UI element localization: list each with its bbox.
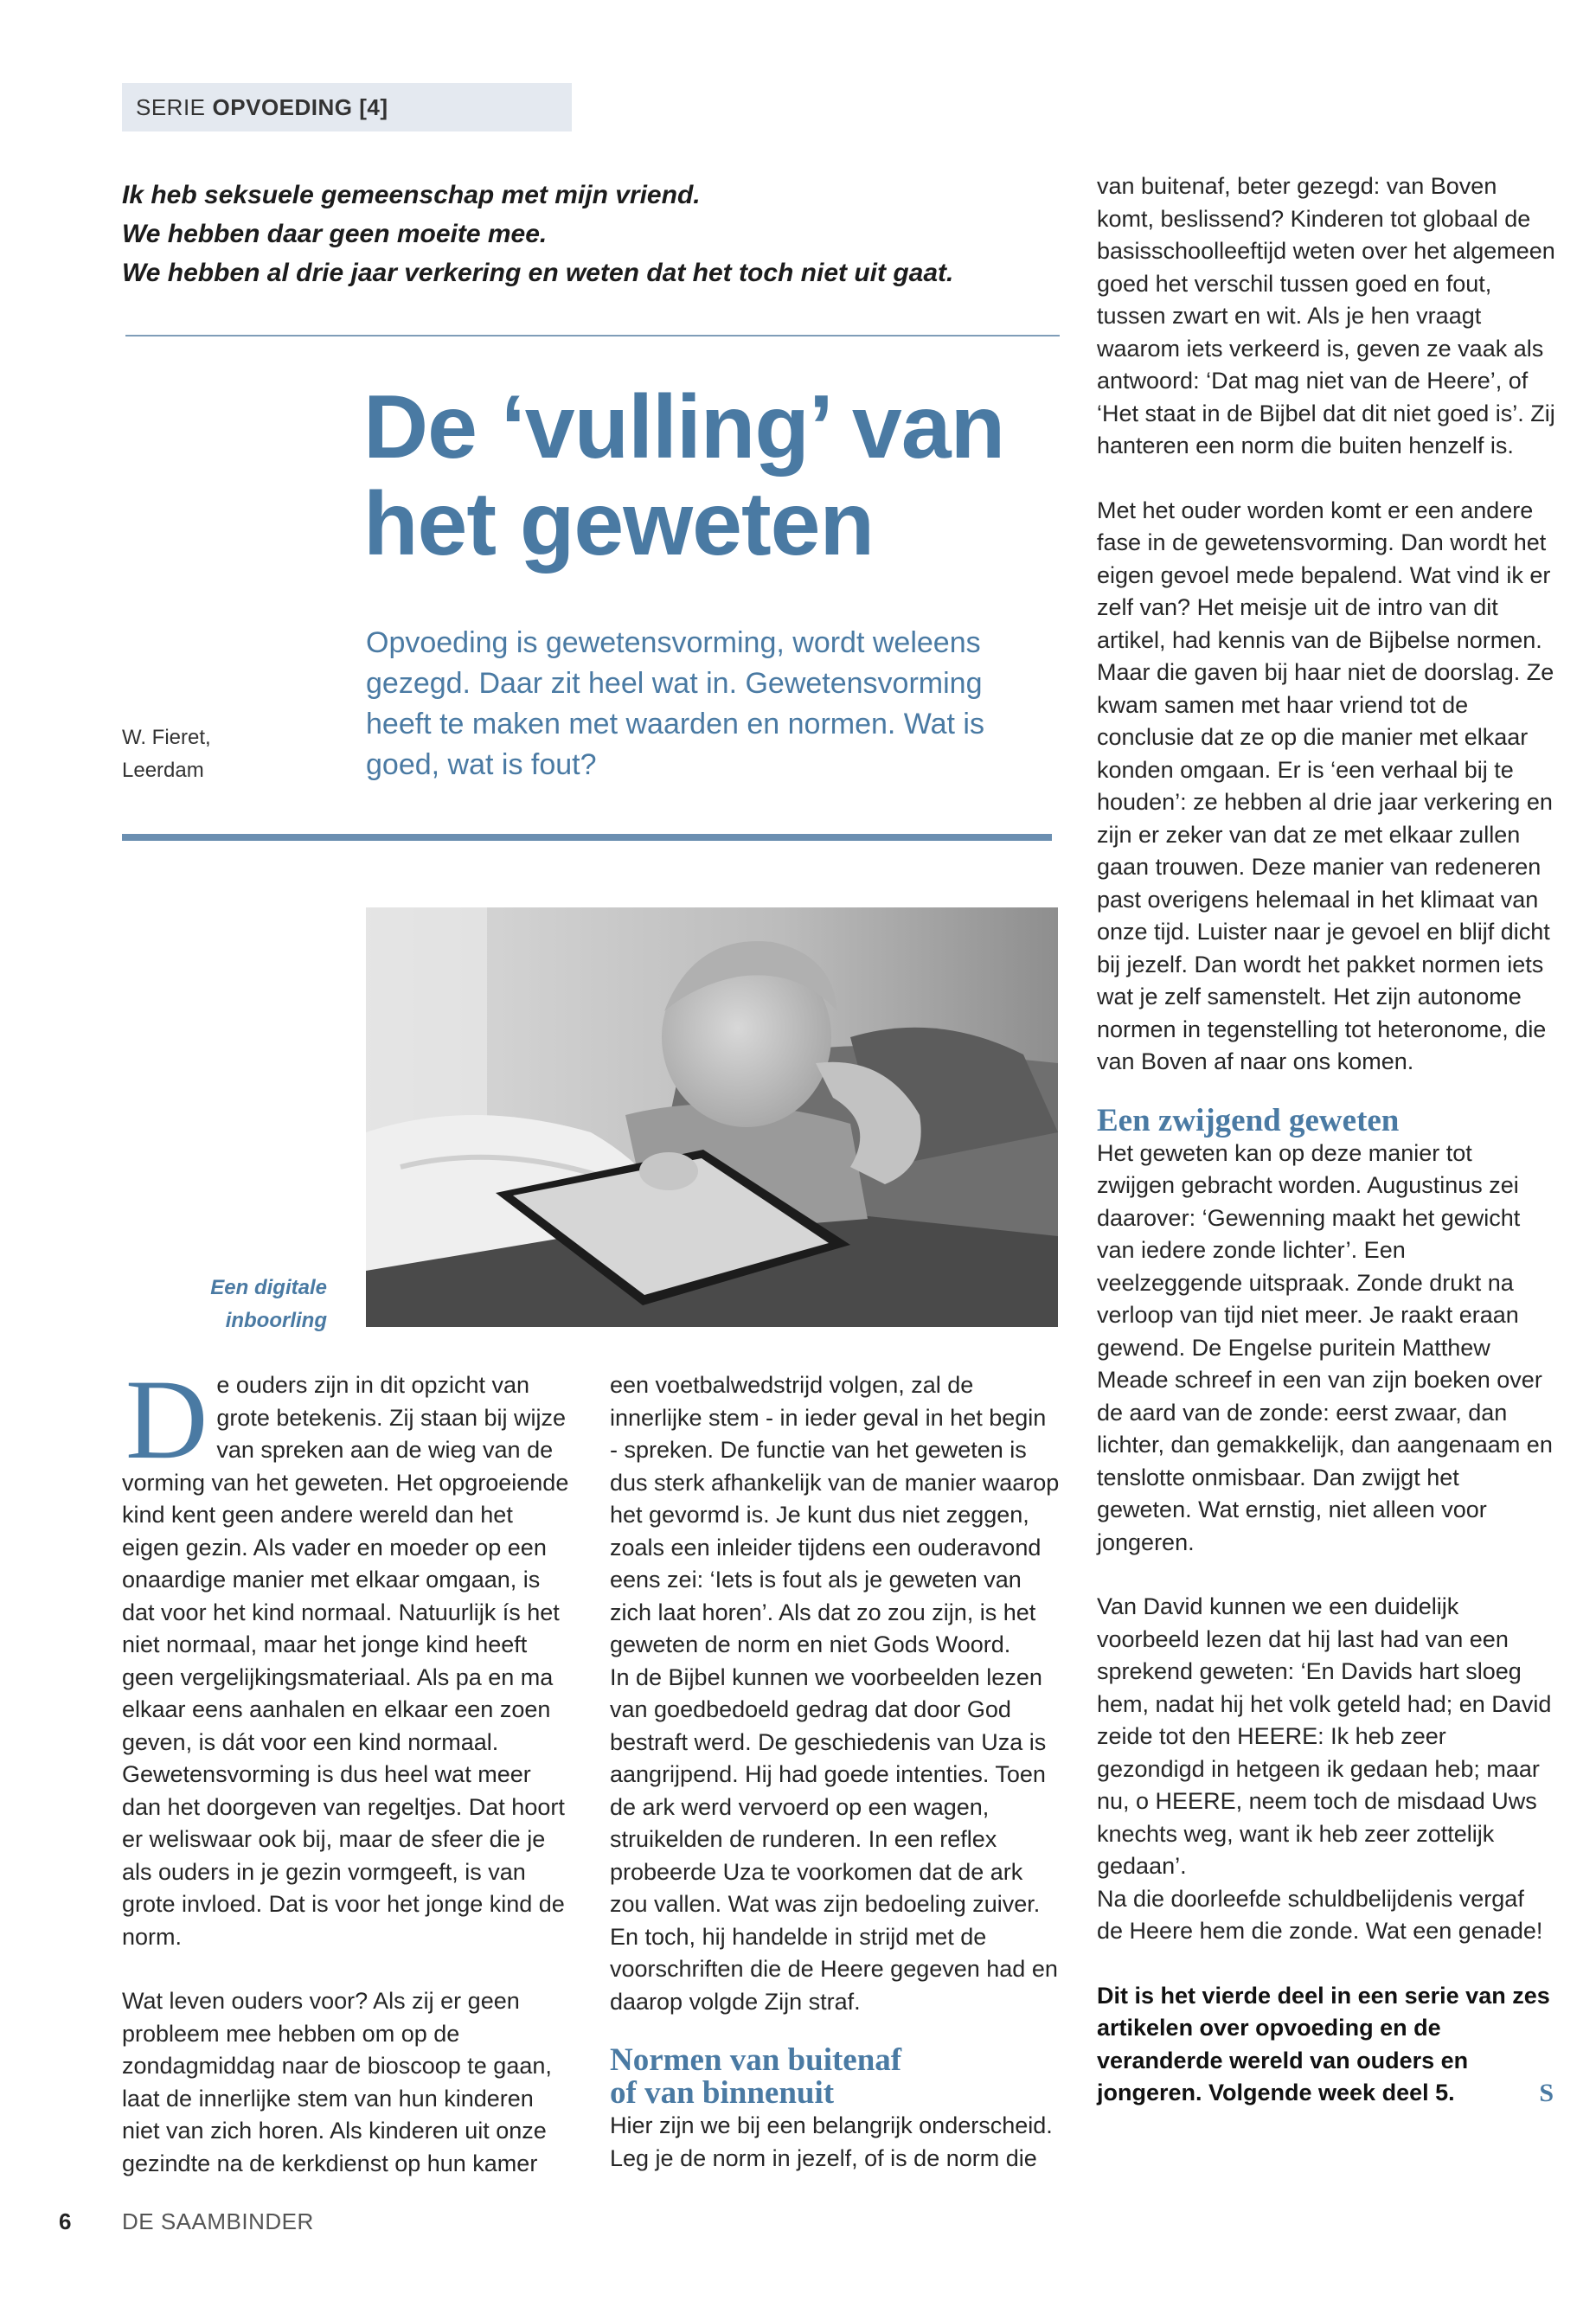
drop-cap: D	[125, 1356, 208, 1483]
title-line-1: De ‘vulling’ van	[363, 377, 1005, 478]
subheading-line-1: Normen van buitenaf	[610, 2042, 902, 2078]
intro-line-2: We hebben daar geen moeite mee.	[122, 220, 548, 248]
child-with-tablet-image	[366, 907, 1058, 1327]
article-lead: Opvoeding is gewetensvorming, wordt weleens gezegd. Daar zit heel wat in. Gewetensvorming heeft te maken met waarden en normen. Wat is goed, wat is fout?	[366, 626, 984, 781]
closing-note	[1097, 1980, 1555, 2110]
author-name: W. Fieret,	[122, 726, 211, 749]
body-column-1	[122, 1356, 572, 2180]
paragraph-1	[122, 1356, 572, 1953]
paragraph-3: een voetbalwedstrijd volgen, zal de innerlijke stem - in ieder geval in het begin - spreken. De functie van het geweten is dus sterk afhankelijk van de manier waarop het gevormd is. Je kunt dus niet zeggen, zoals een inleider tijdens een ouderavond eens zei: ‘Iets is fout als je geweten van zich laat horen’. Als dat zo zou zijn, is het geweten de norm en niet Gods Woord.	[610, 1372, 1060, 1657]
paragraph-2: Wat leven ouders voor? Als zij er geen probleem mee hebben om op de zondagmiddag naar de bioscoop te gaan, laat de innerlijke stem van hun kinderen niet van zich horen. Als kinderen uit onze gezindte na de kerkdienst op hun kamer	[122, 1988, 552, 2176]
article-photo	[366, 907, 1058, 1327]
caption-line-1: Een digitale	[210, 1276, 327, 1299]
paragraph-10: Na die doorleefde schuldbelijdenis vergaf de Heere hem die zonde. Wat een genade!	[1097, 1885, 1543, 1944]
subheading-line-2: of van binnenuit	[610, 2075, 835, 2111]
paragraph-9: Van David kunnen we een duidelijk voorbeeld lezen dat hij last had van een sprekend geweten: ‘En Davids hart sloeg hem, nadat hij het volk geteld had; en David zeide tot den HEERE: Ik heb zeer gezondigd in hetgeen ik gedaan heb; maar nu, o HEERE, neem toch de misdaad Uws knechts weg, want ik heb zeer zottelijk gedaan’.	[1097, 1593, 1552, 1879]
caption-line-2: inboorling	[225, 1309, 327, 1332]
series-banner	[122, 83, 572, 131]
intro-quote	[122, 176, 1030, 292]
magazine-name: DE SAAMBINDER	[122, 2208, 314, 2234]
series-label: SERIE	[136, 93, 206, 120]
closing-text: Dit is het vierde deel in een serie van zes artikelen over opvoeding en de veranderde wereld van ouders en jongeren. Volgende week deel 5.	[1097, 1982, 1550, 2106]
divider-thin	[125, 335, 1060, 336]
series-title: OPVOEDING [4]	[212, 93, 388, 120]
article-title	[363, 379, 1055, 573]
paragraph-8: Het geweten kan op deze manier tot zwijgen gebracht worden. Augustinus zei daarover: ‘Gewenning maakt het gewicht van iedere zonde lichter’. Een veelzeggende uitspraak. Zonde drukt na verloop van tijd niet meer. Je raakt eraan gewend. De Engelse puritein Matthew Meade schreef in een van zijn boeken over de aard van de zonde: eerst zwaar, dan lichter, dan gemakkelijk, dan aangenaam en tenslotte onmisbaar. Dan zwijgt het geweten. Wat ernstig, niet alleen voor jongeren.	[1097, 1139, 1553, 1555]
paragraph-7: Met het ouder worden komt er een andere fase in de gewetensvorming. Dan wordt het eigen gevoel mede bepalend. Wat vind ik er zelf van? Het meisje uit de intro van dit artikel, had kennis van de Bijbelse normen. Maar die gaven bij haar niet de doorslag. Ze kwam samen met haar vriend tot de conclusie dat ze op die manier met elkaar konden omgaan. Er is ‘een verhaal bij te houden’: ze hebben al drie jaar verkering en zijn er zeker van dat ze met elkaar zullen gaan trouwen. Deze manier van redeneren past overigens helemaal in het klimaat van onze tijd. Luister naar je gevoel en blijf dicht bij jezelf. Dan wordt het pakket normen iets wat je zelf samenstelt. Het zijn autonome normen in tegenstelling tot heteronome, die van Boven af naar ons komen.	[1097, 497, 1554, 1074]
title-line-2: het geweten	[363, 474, 874, 574]
body-column-2	[610, 1369, 1060, 2175]
end-mark-icon: S	[1539, 2079, 1554, 2107]
divider-thick	[122, 834, 1052, 841]
author-byline	[122, 721, 211, 787]
author-place: Leerdam	[122, 759, 204, 782]
intro-line-3: We hebben al drie jaar verkering en weten dat het toch niet uit gaat.	[122, 259, 954, 287]
paragraph-6: van buitenaf, beter gezegd: van Boven komt, beslissend? Kinderen tot globaal de basisschoolleeftijd weten over het algemeen goed het verschil tussen goed en fout, tussen zwart en wit. Als je hen vraagt waarom iets verkeerd is, geven ze vaak als antwoord: ‘Dat mag niet van de Heere’, of ‘Het staat in de Bijbel dat dit niet goed is’. Zij hanteren een norm die buiten henzelf is.	[1097, 173, 1555, 458]
photo-caption	[173, 1272, 327, 1337]
paragraph-4: In de Bijbel kunnen we voorbeelden lezen van goedbedoeld gedrag dat door God bestraft werd. De geschiedenis van Uza is aangrijpend. Hij had goede intenties. Toen de ark werd vervoerd op een wagen, struikelden de runderen. In een reflex probeerde Uza te voorkomen dat de ark zou vallen. Wat was zijn bedoeling zuiver. En toch, hij handelde in strijd met de voorschriften die de Heere gegeven had en daarop volgde Zijn straf.	[610, 1663, 1058, 2015]
paragraph-1-text: e ouders zijn in dit opzicht van grote betekenis. Zij staan bij wijze van spreken aan de wieg van de vorming van het geweten. Het opgroeiende kind kent geen andere wereld dan het eigen gezin. Als vader en moeder op een onaardige manier met elkaar omgaan, is dat voor het kind normaal. Natuurlijk ís het niet normaal, maar het jonge kind heeft geen vergelijkingsmateriaal. Als pa en ma elkaar eens aanhalen en elkaar een zoen geven, is dát voor een kind normaal. Gewetensvorming is dus heel wat meer dan het doorgeven van regeltjes. Dat hoort er weliswaar ook bij, maar de sfeer die je als ouders in je gezin vormgeeft, is van grote invloed. Dat is voor het jonge kind de norm.	[122, 1372, 569, 1950]
body-column-3	[1097, 170, 1555, 2110]
subheading-normen	[610, 2044, 1060, 2110]
page-number: 6	[59, 2208, 72, 2234]
paragraph-5: Hier zijn we bij een belangrijk onderscheid. Leg je de norm in jezelf, of is de norm die	[610, 2112, 1053, 2171]
intro-line-1: Ik heb seksuele gemeenschap met mijn vriend.	[122, 181, 701, 209]
subheading-zwijgend: Een zwijgend geweten	[1097, 1102, 1400, 1138]
